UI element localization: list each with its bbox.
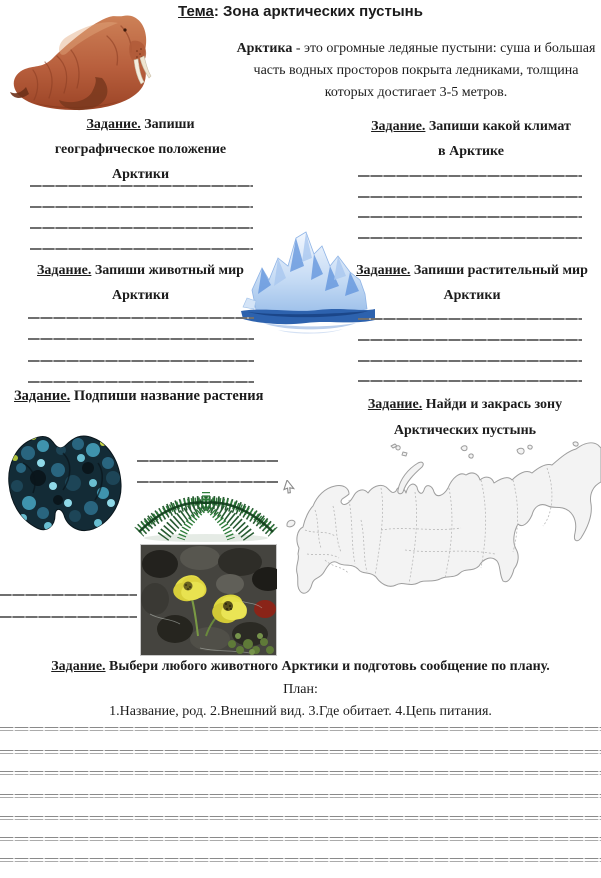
mouse-cursor-icon xyxy=(283,480,296,495)
task-report-text: Выбери любого животного Арктики и подготовь сообщение по плану. xyxy=(105,659,550,674)
title-label: Тема xyxy=(178,3,214,20)
writing-line xyxy=(28,360,254,362)
task-label: Задание. xyxy=(371,119,426,134)
task-label: Задание. xyxy=(367,397,423,412)
writing-line xyxy=(358,360,582,362)
writing-line xyxy=(0,594,137,596)
task-map-text: Найди и закрась зону Арктических пустынь xyxy=(393,397,563,438)
writing-line xyxy=(0,794,601,798)
task-climate-heading xyxy=(366,114,576,164)
task-geography-text: Запиши географическое положение Арктики xyxy=(54,117,227,182)
writing-line xyxy=(0,858,601,862)
writing-line xyxy=(137,481,278,483)
writing-line xyxy=(0,750,601,754)
plan-title: План: xyxy=(283,682,318,697)
lichen-photo xyxy=(3,408,127,548)
task-plants-heading xyxy=(352,258,592,308)
intro-lead: Арктика xyxy=(236,41,293,56)
writing-line xyxy=(0,727,601,731)
writing-line xyxy=(358,237,582,239)
task-plant-names-text: Подпиши название растения xyxy=(70,388,264,404)
task-label: Задание. xyxy=(356,263,411,278)
task-label: Задание. xyxy=(37,263,92,278)
task-climate-text: Запиши какой климат в Арктике xyxy=(425,119,571,159)
writing-line xyxy=(28,317,254,319)
poppy-photo xyxy=(140,544,277,656)
writing-line xyxy=(0,616,137,618)
writing-line xyxy=(358,216,582,218)
title-text: : Зона арктических пустынь xyxy=(213,3,423,20)
writing-line xyxy=(0,816,601,820)
conifer-branch-illustration xyxy=(133,487,280,545)
intro-paragraph xyxy=(231,38,601,104)
task-animals-text: Запиши животный мир Арктики xyxy=(91,263,244,303)
intro-text: - это огромные ледяные пустыни: суша и большая часть водных просторов покрыта ледниками, толщина которых достигает 3-5 метров. xyxy=(253,41,596,100)
writing-line xyxy=(30,185,253,187)
writing-line xyxy=(30,248,253,250)
writing-line xyxy=(358,318,582,320)
task-label: Задание. xyxy=(14,388,71,404)
writing-line xyxy=(358,339,582,341)
task-geography-heading xyxy=(38,112,243,187)
russia-map xyxy=(285,430,601,615)
plan-items: 1.Название, род. 2.Внешний вид. 3.Где обитает. 4.Цепь питания. xyxy=(109,704,492,719)
task-report-heading xyxy=(0,659,601,675)
writing-line xyxy=(0,837,601,841)
walrus-illustration xyxy=(5,8,155,114)
task-label: Задание. xyxy=(51,659,106,674)
writing-line xyxy=(358,196,582,198)
writing-line xyxy=(358,380,582,382)
task-plants-text: Запиши растительный мир Арктики xyxy=(410,263,588,303)
writing-line xyxy=(28,381,254,383)
writing-line xyxy=(30,206,253,208)
writing-line xyxy=(30,227,253,229)
writing-line xyxy=(28,338,254,340)
task-label: Задание. xyxy=(86,117,141,132)
writing-line xyxy=(0,771,601,775)
task-animals-heading xyxy=(23,258,258,308)
task-plant-names-heading xyxy=(14,384,314,409)
writing-line xyxy=(137,460,278,462)
writing-line xyxy=(358,175,582,177)
